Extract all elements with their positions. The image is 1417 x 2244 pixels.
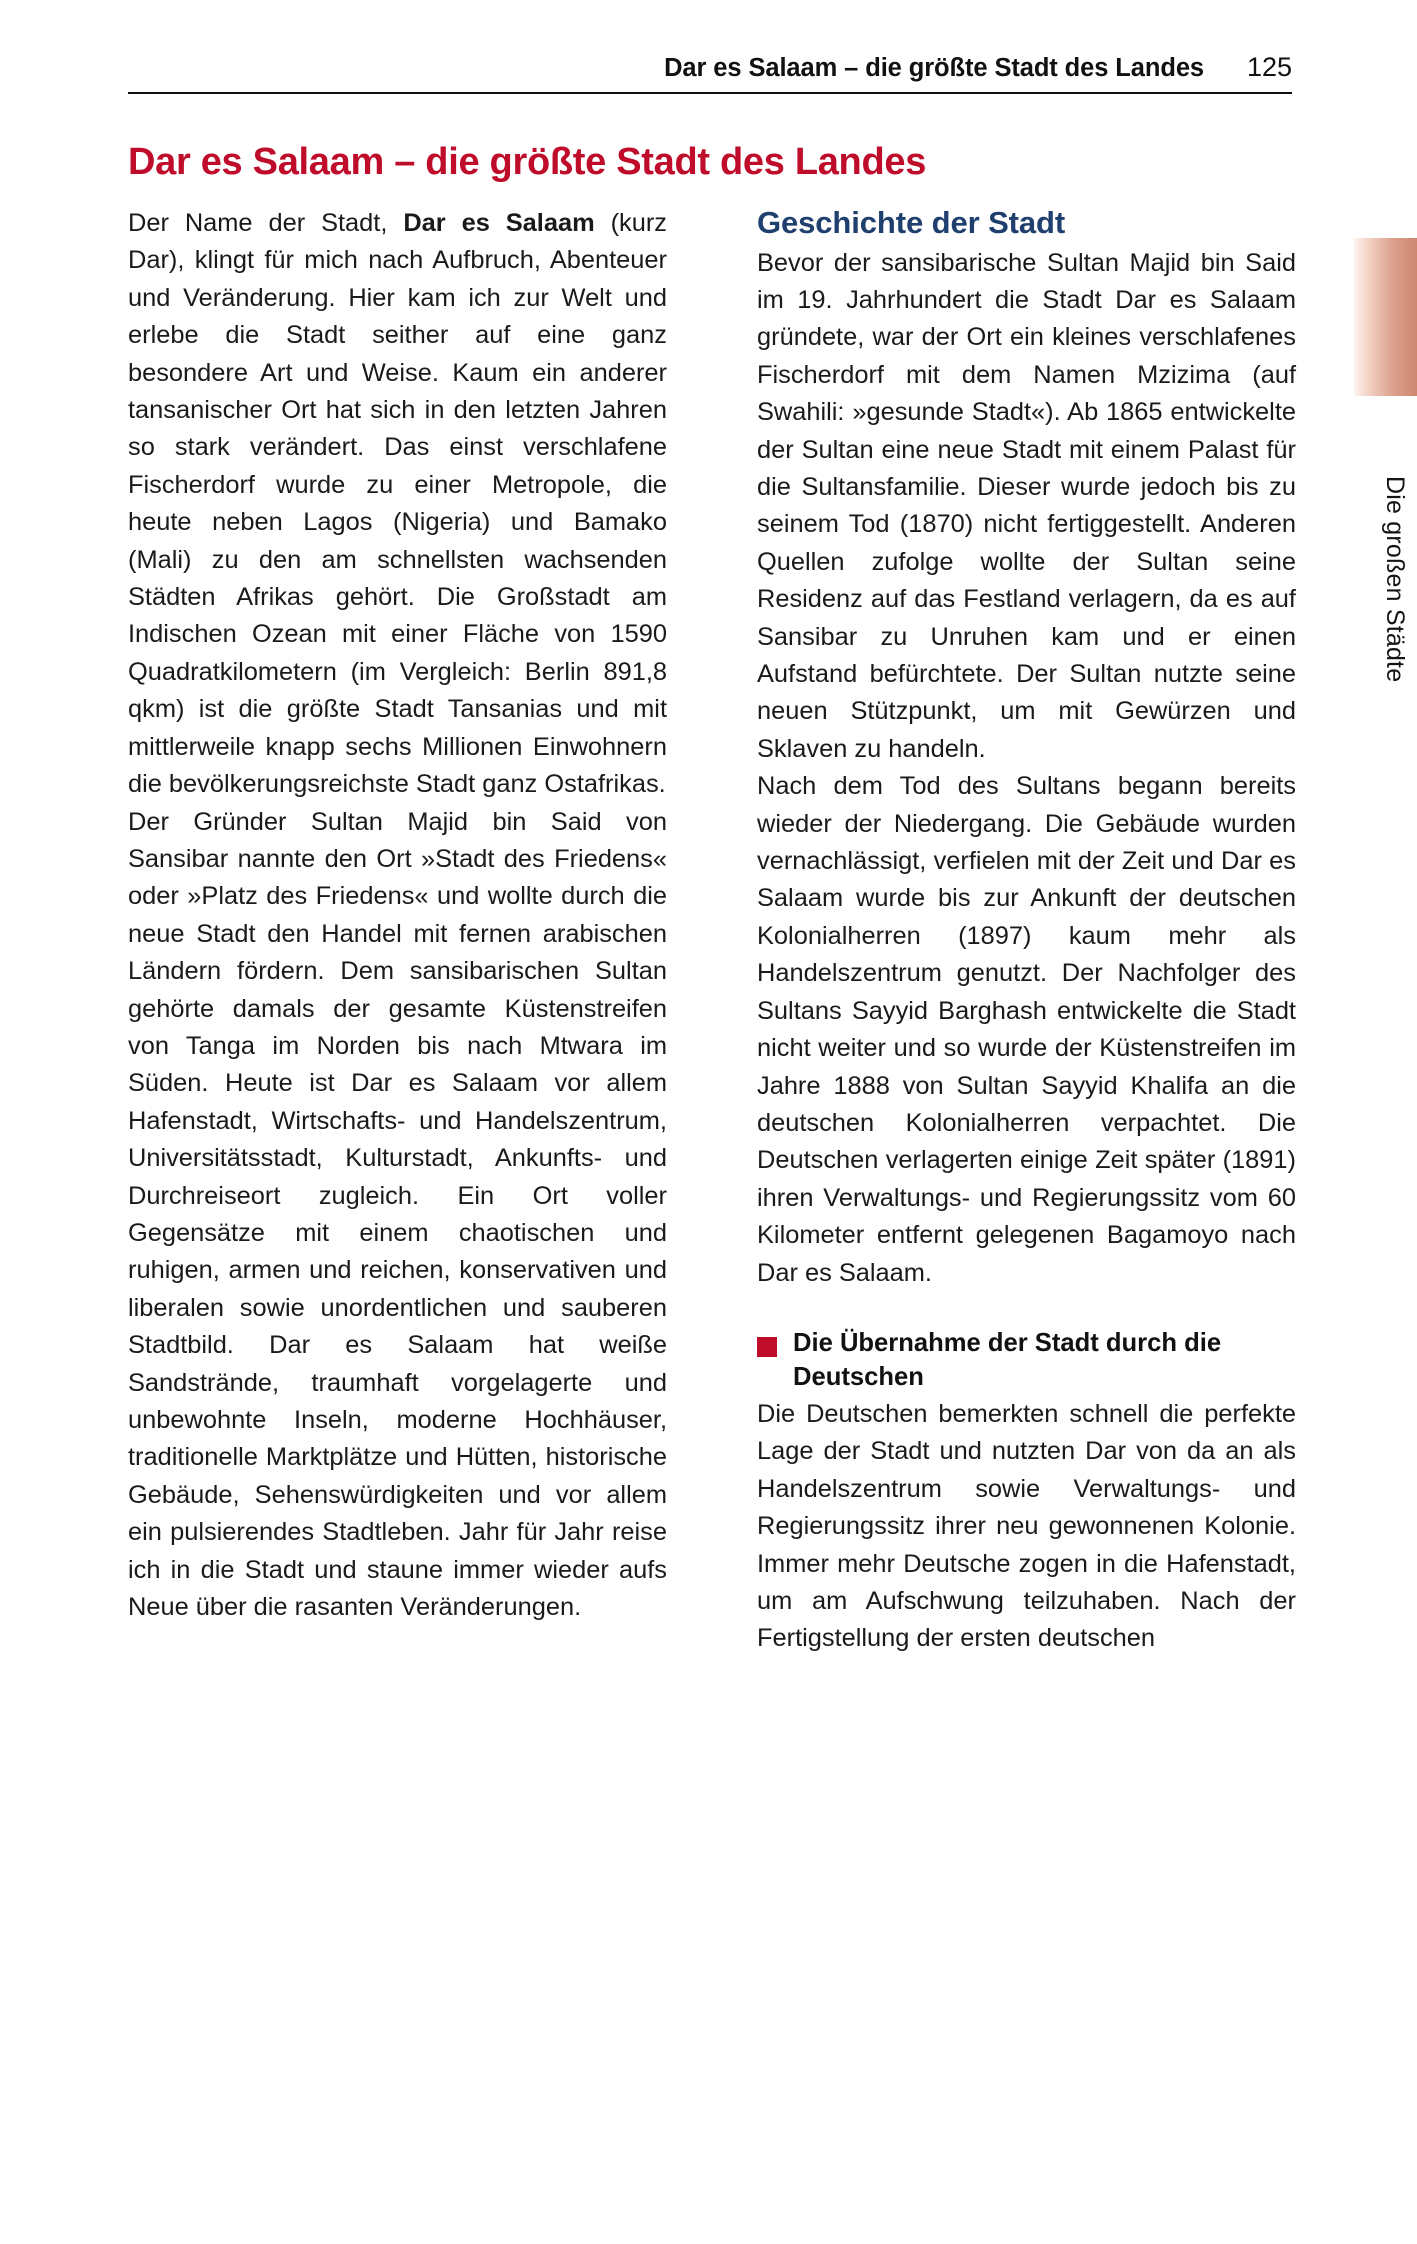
header-rule — [128, 92, 1292, 94]
right-paragraph-1: Bevor der sansibarische Sultan Majid bin Said im 19. Jahrhundert die Stadt Dar es Salaam gründete, war der Ort ein kleines verschlafenes Fischerdorf mit dem Namen Mzizima (auf Swahili: »gesunde Stadt«). Ab 1865 entwickelte der Sultan eine neue Stadt mit einem Palast für die Sultansfamilie. Dieser wurde jedoch bis zu seinem Tod (1870) nicht fertiggestellt. Anderen Quellen zufolge wollte der Sultan seine Residenz auf das Festland verlagern, da es auf Sansibar zu Unruhen kam und er einen Aufstand befürchtete. Der Sultan nutzte seine neuen Stützpunkt, um mit Gewürzen und Sklaven zu handeln. — [757, 248, 1296, 763]
left-paragraph-1-rest: (kurz Dar), klingt für mich nach Aufbruch, Abenteuer und Veränderung. Hier kam ich zur Welt und erlebe die Stadt seither auf eine ganz besondere Art und Weise. Kaum ein anderer tansanischer Ort hat sich in den letzten Jahren so stark verändert. Das einst verschlafene Fischerdorf wurde zu einer Metropole, die heute neben Lagos (Nigeria) und Bamako (Mali) zu den am schnellsten wachsenden Städten Afrikas gehört. Die Großstadt am Indischen Ozean mit einer Fläche von 1590 Quadratkilometern (im Vergleich: Berlin 891,8 qkm) ist die größte Stadt Tansanias und mit mittlerweile knapp sechs Millionen Einwohnern die bevölkerungsreichste Stadt ganz Ostafrikas. — [128, 209, 668, 799]
city-name-bold: Dar es Salaam — [403, 209, 595, 237]
running-header-title: Dar es Salaam – die größte Stadt des Landes — [664, 54, 1204, 82]
red-square-bullet-icon — [757, 1337, 777, 1357]
right-paragraph-3: Die Deutschen bemerkten schnell die perfekte Lage der Stadt und nutzten Dar von da an als Handelszentrum sowie Verwaltungs- und Regierungssitz ihrer neu gewonnenen Kolonie. Immer mehr Deutsche zogen in die Hafenstadt, um am Aufschwung teilzuhaben. Nach der Fertigstellung der ersten deutschen — [757, 1399, 1296, 1653]
page-number: 125 — [1246, 52, 1292, 82]
left-column — [128, 205, 667, 1658]
thumb-tab-color-swatch — [1354, 238, 1417, 396]
left-paragraph-2: Der Gründer Sultan Majid bin Said von Sansibar nannte den Ort »Stadt des Friedens« oder »Platz des Friedens« und wollte durch die neue Stadt den Handel mit fernen arabischen Ländern fördern. Dem sansibarischen Sultan gehörte damals der gesamte Küstenstreifen von Tanga im Norden bis nach Mtwara im Süden. Heute ist Dar es Salaam vor allem Hafenstadt, Wirtschafts- und Handelszentrum, Universitätsstadt, Kulturstadt, Ankunfts- und Durchreiseort zugleich. Ein Ort voller Gegensätze mit einem chaotischen und ruhigen, armen und reichen, konservativen und liberalen sowie unordentlichen und sauberen Stadtbild. Dar es Salaam hat weiße Sandstrände, traumhaft vorgelagerte und unbewohnte Inseln, moderne Hochhäuser, traditionelle Marktplätze und Hütten, historische Gebäude, Sehenswürdigkeiten und vor allem ein pulsierendes Stadtleben. Jahr für Jahr reise ich in die Stadt und staune immer wieder aufs Neue über die rasanten Veränderungen. — [128, 807, 667, 1622]
section-heading-history: Geschichte der Stadt — [757, 205, 1066, 240]
thumb-tab-label: Die großen Städte — [1381, 476, 1409, 683]
subsection-heading-german-takeover — [757, 1326, 1296, 1394]
left-paragraph-1 — [128, 205, 667, 804]
thumb-tab — [1354, 238, 1417, 1468]
subsection-heading-label: Die Übernahme der Stadt durch die Deutschen — [793, 1328, 1222, 1391]
article-title: Dar es Salaam – die größte Stadt des Landes — [128, 141, 927, 184]
left-paragraph-1-lead: Der Name der Stadt, — [128, 209, 404, 237]
article-body — [128, 205, 1296, 1658]
right-paragraph-2: Nach dem Tod des Sultans begann bereits wieder der Niedergang. Die Gebäude wurden vernachlässigt, verfielen mit der Zeit und Dar es Salaam wurde bis zur Ankunft der deutschen Kolonialherren (1897) kaum mehr als Handelszentrum genutzt. Der Nachfolger des Sultans Sayyid Barghash entwickelte die Stadt nicht weiter und so wurde der Küstenstreifen im Jahre 1888 von Sultan Sayyid Khalifa an die deutschen Kolonialherren verpachtet. Die Deutschen verlagerten einige Zeit später (1891) ihren Verwaltungs- und Regierungssitz vom 60 Kilometer entfernt gelegenen Bagamoyo nach Dar es Salaam. — [757, 772, 1296, 1287]
running-header — [128, 52, 1292, 83]
right-column — [757, 205, 1296, 1658]
